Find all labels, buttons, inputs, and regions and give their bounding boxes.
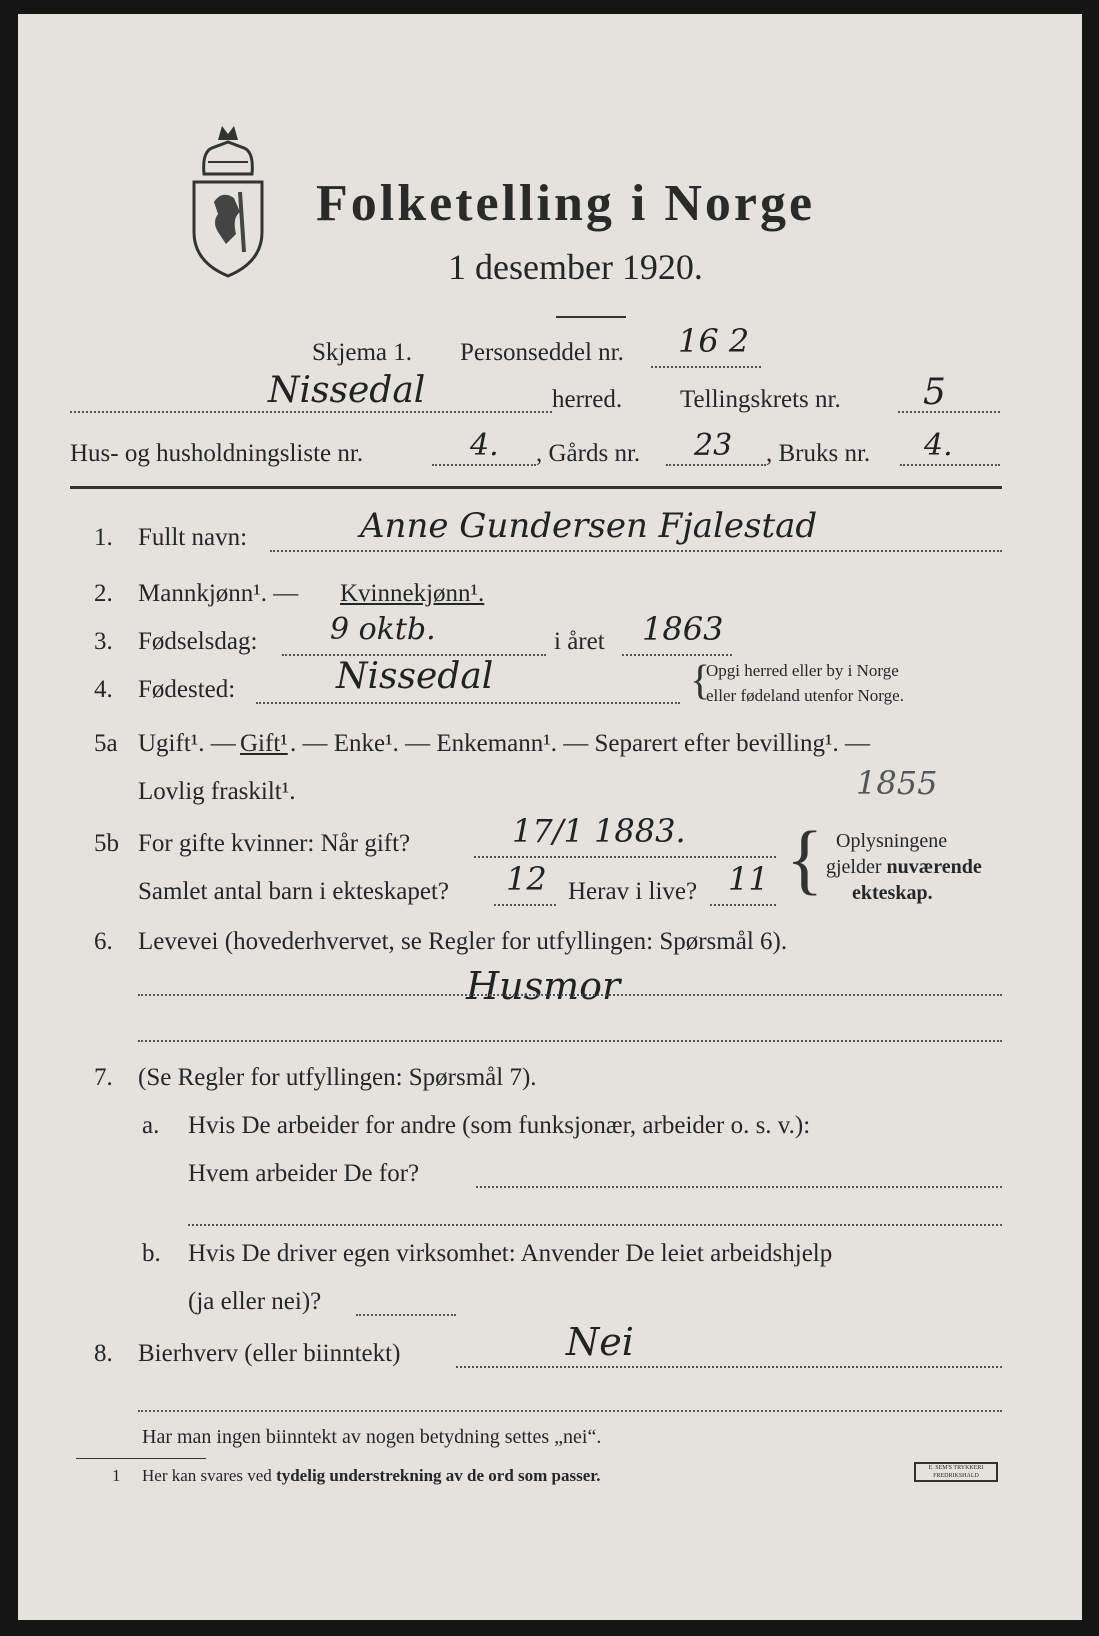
q5a-annotation: 1855 xyxy=(856,764,938,802)
q5b-brace: { xyxy=(786,815,824,902)
q3-value: 9 oktb. xyxy=(330,612,436,647)
bruks-value: 4. xyxy=(924,428,953,463)
q5a-ugift: Ugift¹. — xyxy=(138,730,236,757)
q5a-gift: Gift¹ xyxy=(240,730,288,757)
q7b-line2: (ja eller nei)? xyxy=(188,1288,322,1315)
q5b-note-line1: Oplysningene xyxy=(836,830,948,852)
q5b-live-value: 11 xyxy=(728,860,769,898)
biinntekt-note: Har man ingen biinntekt av nogen betydning settes „nei“. xyxy=(142,1426,602,1448)
q4-note-line2: eller fødeland utenfor Norge. xyxy=(706,686,904,705)
q5b-barn-value: 12 xyxy=(506,860,547,898)
tellingskrets-label: Tellingskrets nr. xyxy=(680,386,841,413)
q4-label: Fødested: xyxy=(138,676,236,703)
q3-number: 3. xyxy=(94,628,113,655)
q6-number: 6. xyxy=(94,928,113,955)
census-date: 1 desember 1920. xyxy=(448,247,703,287)
schema-label: Skjema 1. xyxy=(312,339,412,366)
q4-note-line1: Opgi herred eller by i Norge xyxy=(706,661,899,680)
hus-value: 4. xyxy=(470,428,499,463)
q8-value: Nei xyxy=(566,1320,634,1364)
q7a-line2: Hvem arbeider De for? xyxy=(188,1160,420,1187)
q7b-label: Hvis De driver egen virksomhet: Anvender De leiet arbeidshjelp xyxy=(188,1240,833,1267)
q5a-line2: Lovlig fraskilt¹. xyxy=(138,778,296,805)
q8-number: 8. xyxy=(94,1340,113,1367)
q2-number: 2. xyxy=(94,580,113,607)
personseddel-label: Personseddel nr. xyxy=(460,339,624,366)
q5a-options: . — Enke¹. — Enkemann¹. — Separert efter bevilling¹. — xyxy=(290,730,870,757)
q1-value: Anne Gundersen Fjalestad xyxy=(360,506,818,546)
header-separator xyxy=(70,486,1002,489)
herred-label: herred. xyxy=(552,386,623,413)
bruks-label: , Bruks nr. xyxy=(766,440,871,467)
footnote-rule xyxy=(76,1458,206,1459)
q1-label: Fullt navn: xyxy=(138,524,248,551)
q4-value: Nissedal xyxy=(336,656,494,697)
norwegian-coat-of-arms-icon xyxy=(188,122,268,278)
personseddel-value: 16 2 xyxy=(678,322,750,360)
tellingskrets-value: 5 xyxy=(923,372,946,413)
q5b-note-line3: ekteskap. xyxy=(852,882,933,904)
q5b-label: For gifte kvinner: Når gift? xyxy=(138,830,411,857)
q5b-note-line2: gjelder nuværende xyxy=(826,856,982,878)
q3-year-label: i året xyxy=(554,628,605,655)
q5b-value: 17/1 1883. xyxy=(512,812,686,850)
hus-label: Hus- og husholdningsliste nr. xyxy=(70,440,364,467)
q7-label: (Se Regler for utfyllingen: Spørsmål 7). xyxy=(138,1064,537,1091)
q5b-barn-label: Samlet antal barn i ekteskapet? xyxy=(138,878,449,905)
gards-label: , Gårds nr. xyxy=(536,440,641,467)
q5b-live-label: Herav i live? xyxy=(568,878,698,905)
q7a-letter: a. xyxy=(142,1112,160,1139)
q4-brace: { xyxy=(690,658,711,704)
gards-value: 23 xyxy=(694,428,733,463)
q7-number: 7. xyxy=(94,1064,113,1091)
q5a-number: 5a xyxy=(94,730,118,757)
q7a-label: Hvis De arbeider for andre (som funksjonær, arbeider o. s. v.): xyxy=(188,1112,811,1139)
q3-label: Fødselsdag: xyxy=(138,628,258,655)
q6-label: Levevei (hovederhvervet, se Regler for utfyllingen: Spørsmål 6). xyxy=(138,928,788,955)
q4-number: 4. xyxy=(94,676,113,703)
q6-value: Husmor xyxy=(466,964,621,1008)
q7b-letter: b. xyxy=(142,1240,161,1267)
printer-stamp: E. SEM'S TRYKKERI FREDRIKSHALD xyxy=(914,1462,998,1482)
q8-label: Bierhverv (eller biinntekt) xyxy=(138,1340,401,1367)
form-title: Folketelling i Norge xyxy=(316,175,816,232)
q1-number: 1. xyxy=(94,524,113,551)
herred-value: Nissedal xyxy=(268,370,426,411)
census-form-page xyxy=(18,14,1082,1620)
q5b-number: 5b xyxy=(94,830,119,857)
title-divider xyxy=(556,316,626,318)
q2-mannkjonn: Mannkjønn¹. — xyxy=(138,580,299,607)
footnote-number: 1 xyxy=(112,1466,121,1485)
q3-year-value: 1863 xyxy=(642,610,724,648)
q2-kvinnekjonn: Kvinnekjønn¹. xyxy=(340,580,485,607)
footnote-text: Her kan svares ved tydelig understrekning av de ord som passer. xyxy=(142,1466,601,1485)
